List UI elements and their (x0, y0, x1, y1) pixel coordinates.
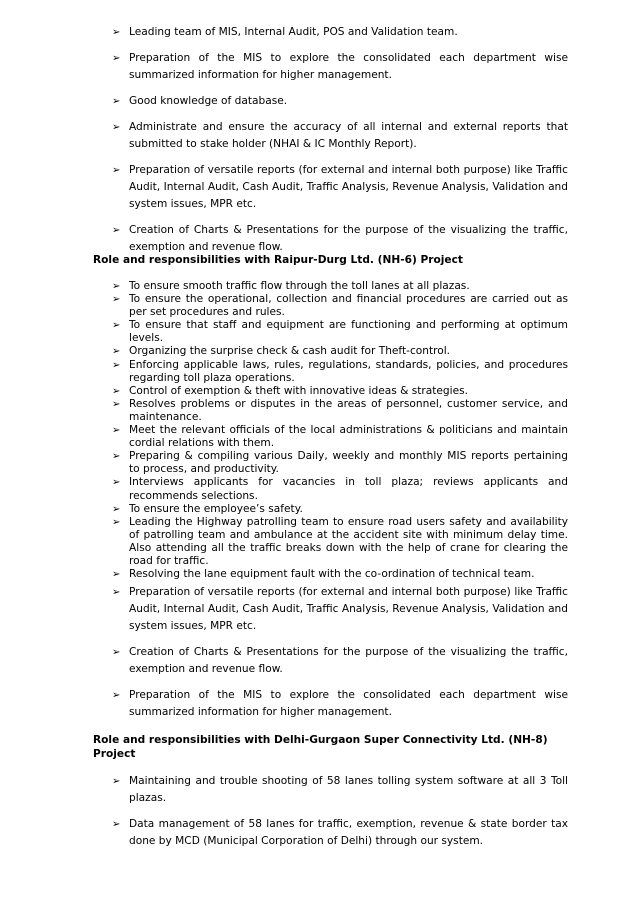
arrow-bullet-icon: ➢ (112, 294, 121, 306)
arrow-bullet-icon: ➢ (112, 225, 121, 236)
arrow-bullet-icon: ➢ (112, 477, 121, 489)
list-item-text: Resolves problems or disputes in the areas of personnel, customer service, and maintenance. (129, 397, 568, 423)
list-item-text: Leading the Highway patrolling team to ensure road users safety and availability of patrolling team and ambulance at the accident site with minimum delay time. Also attending all the traffic breaks down with the help of crane for clearing the road for traffic. (129, 515, 568, 567)
list-item (93, 345, 568, 358)
section0-list (93, 24, 568, 265)
arrow-bullet-icon: ➢ (112, 281, 121, 292)
arrow-bullet-icon: ➢ (112, 165, 121, 176)
list-item (93, 319, 568, 345)
list-item (93, 584, 568, 635)
arrow-bullet-icon: ➢ (112, 425, 121, 437)
list-item (93, 503, 568, 516)
list-item (93, 293, 568, 319)
list-item-text: Data management of 58 lanes for traffic, exemption, revenue & state border tax done by MCD (Municipal Corporation of Delhi) through our system. (129, 818, 568, 847)
list-item-text: To ensure the employee’s safety. (129, 502, 303, 515)
list-item (93, 816, 568, 850)
list-item (93, 773, 568, 807)
list-item-text: Interviews applicants for vacancies in toll plaza; reviews applicants and recommends selections. (129, 476, 568, 502)
arrow-bullet-icon: ➢ (112, 451, 121, 463)
list-item (93, 450, 568, 476)
list-item (93, 119, 568, 153)
list-item (93, 385, 568, 398)
arrow-bullet-icon: ➢ (112, 819, 121, 830)
list-item (93, 280, 568, 293)
arrow-bullet-icon: ➢ (112, 320, 121, 332)
arrow-bullet-icon: ➢ (112, 53, 121, 64)
list-item (93, 687, 568, 721)
list-item-text: Leading team of MIS, Internal Audit, POS and Validation team. (129, 26, 458, 38)
list-item-text: Preparation of versatile reports (for external and internal both purpose) like Traffic Audit, Internal Audit, Cash Audit, Traffic Analysis, Revenue Analysis, Validation and system issues, MPR etc. (129, 586, 568, 632)
list-item-text: Administrate and ensure the accuracy of all internal and external reports that submitted to stake holder (NHAI & IC Monthly Report). (129, 121, 568, 150)
list-item (93, 644, 568, 678)
list-item-text: Creation of Charts & Presentations for the purpose of the visualizing the traffic, exemption and revenue flow. (129, 224, 568, 253)
list-item-text: Good knowledge of database. (129, 95, 288, 107)
section1-list (93, 280, 568, 581)
arrow-bullet-icon: ➢ (112, 690, 121, 701)
list-item (93, 50, 568, 84)
arrow-bullet-icon: ➢ (112, 385, 121, 397)
list-item (93, 24, 568, 41)
list-item (93, 516, 568, 568)
list-item (93, 222, 568, 256)
arrow-bullet-icon: ➢ (112, 346, 121, 358)
list-item-text: Control of exemption & theft with innovative ideas & strategies. (129, 384, 468, 397)
list-item-text: Preparation of the MIS to explore the consolidated each department wise summarized information for higher management. (129, 52, 568, 81)
list-item-text: Preparation of versatile reports (for external and internal both purpose) like Traffic Audit, Internal Audit, Cash Audit, Traffic Analysis, Revenue Analysis, Validation and system issues, MPR etc. (129, 164, 568, 210)
list-item (93, 476, 568, 502)
list-item-text: Organizing the surprise check & cash audit for Theft-control. (129, 345, 451, 358)
list-item-text: To ensure that staff and equipment are functioning and performing at optimum levels. (129, 319, 568, 345)
arrow-bullet-icon: ➢ (112, 647, 121, 658)
arrow-bullet-icon: ➢ (112, 27, 121, 38)
section-heading-delhi-gurgaon: Role and responsibilities with Delhi-Gurgaon Super Connectivity Ltd. (NH-8) Project (93, 734, 548, 760)
list-item-text: Maintaining and trouble shooting of 58 lanes tolling system software at all 3 Toll plazas. (129, 775, 568, 804)
arrow-bullet-icon: ➢ (112, 776, 121, 787)
arrow-bullet-icon: ➢ (112, 359, 121, 371)
arrow-bullet-icon: ➢ (112, 516, 121, 528)
list-item-text: Meet the relevant officials of the local administrations & politicians and maintain cordial relations with them. (129, 424, 568, 450)
list-item-text: To ensure the operational, collection and financial procedures are carried out as per set procedures and rules. (129, 293, 568, 319)
section1-list-continued (93, 584, 568, 730)
arrow-bullet-icon: ➢ (112, 587, 121, 598)
arrow-bullet-icon: ➢ (112, 122, 121, 133)
list-item-text: Preparing & compiling various Daily, weekly and monthly MIS reports pertaining to process, and productivity. (129, 450, 568, 476)
list-item-text: Resolving the lane equipment fault with the co-ordination of technical team. (129, 568, 535, 581)
arrow-bullet-icon: ➢ (112, 398, 121, 410)
list-item-text: To ensure smooth traffic flow through the toll lanes at all plazas. (129, 280, 470, 292)
list-item-text: Enforcing applicable laws, rules, regulations, standards, policies, and procedures regarding toll plaza operations. (129, 358, 568, 384)
section-heading-raipur-durg: Role and responsibilities with Raipur-Durg Ltd. (NH-6) Project (93, 254, 463, 266)
list-item (93, 424, 568, 450)
list-item (93, 398, 568, 424)
list-item (93, 568, 568, 581)
arrow-bullet-icon: ➢ (112, 503, 121, 515)
list-item-text: Preparation of the MIS to explore the consolidated each department wise summarized information for higher management. (129, 689, 568, 718)
list-item-text: Creation of Charts & Presentations for the purpose of the visualizing the traffic, exemption and revenue flow. (129, 646, 568, 675)
list-item (93, 162, 568, 213)
section2-list (93, 773, 568, 859)
list-item (93, 359, 568, 385)
arrow-bullet-icon: ➢ (112, 96, 121, 107)
arrow-bullet-icon: ➢ (112, 569, 121, 581)
list-item (93, 93, 568, 110)
